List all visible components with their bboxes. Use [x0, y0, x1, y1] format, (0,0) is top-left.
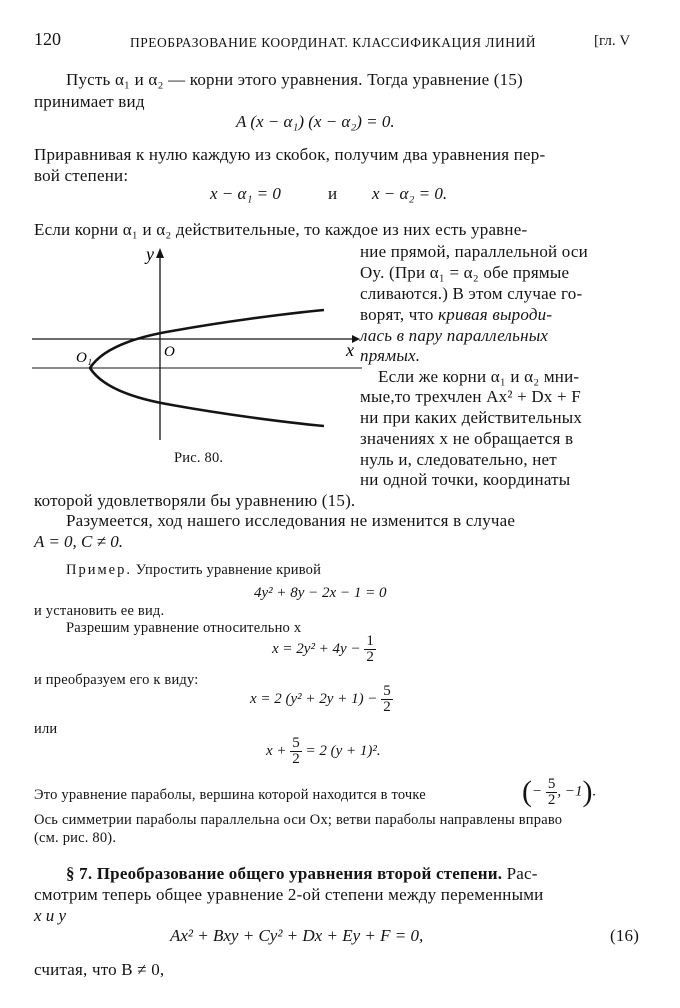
section-title: § 7. Преобразование общего уравнения второй степени.	[66, 864, 503, 883]
text-line: ворят, что кривая выроди-	[360, 305, 553, 324]
equation-16-number: (16)	[610, 926, 640, 945]
label-o: O	[164, 344, 175, 360]
text-line: считая, что B ≠ 0,	[34, 960, 165, 979]
vertex-point: (− $\frac{5}{2}$ , −1).	[522, 775, 597, 808]
text-line: которой удовлетворяли бы уравнению (15).	[34, 491, 356, 510]
label-o1: O₁	[76, 350, 93, 366]
text-line: Разумеется, ход нашего исследования не изменится в случае	[66, 511, 516, 530]
figure-caption: Рис. 80.	[174, 450, 224, 466]
parabola-lower-branch	[90, 368, 324, 426]
text-line: прямых.	[360, 346, 421, 365]
example-equation-b: x = 2y² + 4y − $\frac{1}{2}$	[272, 633, 374, 665]
running-title: ПРЕОБРАЗОВАНИЕ КООРДИНАТ. КЛАССИФИКАЦИЯ ЛИНИЙ	[130, 35, 537, 50]
equation-2-right: x − α₂ = 0.	[372, 184, 448, 203]
text-line: Разрешим уравнение относительно x	[66, 620, 302, 636]
text-line: значениях x не обращается в	[360, 429, 574, 448]
text-line: принимает вид	[34, 92, 145, 111]
text-line: ние прямой, параллельной оси	[360, 242, 588, 261]
equation-1: A (x − α₁) (x − α₂) = 0.	[236, 112, 395, 131]
page-number: 120	[34, 29, 61, 49]
text-line: x и y	[34, 906, 67, 925]
text-line: нуль и, следовательно, нет	[360, 450, 557, 469]
text-line: Приравнивая к нулю каждую из скобок, получим два уравнения пер-	[34, 145, 546, 164]
text-line: и установить ее вид.	[34, 603, 165, 619]
text-line: Oy. (При α₁ = α₂ обе прямые	[360, 263, 570, 282]
text-line: сливаются.) В этом случае го-	[360, 284, 583, 303]
text-line: Ось симметрии параболы параллельна оси Ox; ветви параболы направлены вправо	[34, 812, 563, 828]
example-equation-d: x + $\frac{5}{2}$ = 2 (y + 1)².	[266, 735, 381, 767]
text-line: вой степени:	[34, 166, 129, 185]
example-intro: Пример. Упростить уравнение кривой	[66, 562, 322, 578]
figure-80	[32, 244, 362, 444]
text-line: Если же корни α₁ и α₂ мни-	[378, 367, 580, 386]
example-equation-c: x = 2 (y² + 2y + 1) − $\frac{5}{2}$	[250, 683, 391, 715]
text-line: и преобразуем его к виду:	[34, 672, 199, 688]
label-x: x	[346, 340, 354, 360]
text-line: ни одной точки, координаты	[360, 470, 571, 489]
equation-2-and: и	[328, 184, 338, 203]
text-line: A = 0, C ≠ 0.	[34, 532, 123, 551]
text-line: лась в пару параллельных	[360, 326, 549, 345]
example-equation-a: 4y² + 8y − 2x − 1 = 0	[254, 585, 387, 601]
chapter-marker: [гл. V	[594, 33, 631, 49]
text-line: Если корни α₁ и α₂ действительные, то каждое из них есть уравне-	[34, 220, 528, 239]
text-line: смотрим теперь общее уравнение 2-ой степени между переменными	[34, 885, 544, 904]
text-line: Пусть α₁ и α₂ — корни этого уравнения. Тогда уравнение (15)	[66, 70, 523, 89]
section-heading-line: § 7. Преобразование общего уравнения второй степени. Рас-	[66, 864, 538, 883]
text-line: ни при каких действительных	[360, 408, 583, 427]
equation-2-left: x − α₁ = 0	[210, 184, 281, 203]
text-line: Это уравнение параболы, вершина которой находится в точке	[34, 787, 426, 803]
label-y: y	[146, 244, 154, 264]
text-line: (см. рис. 80).	[34, 830, 117, 846]
text-line: или	[34, 721, 58, 737]
equation-16: Ax² + Bxy + Cy² + Dx + Ey + F = 0,	[170, 926, 424, 945]
text-line: мые,то трехчлен Ax² + Dx + F	[360, 387, 581, 406]
